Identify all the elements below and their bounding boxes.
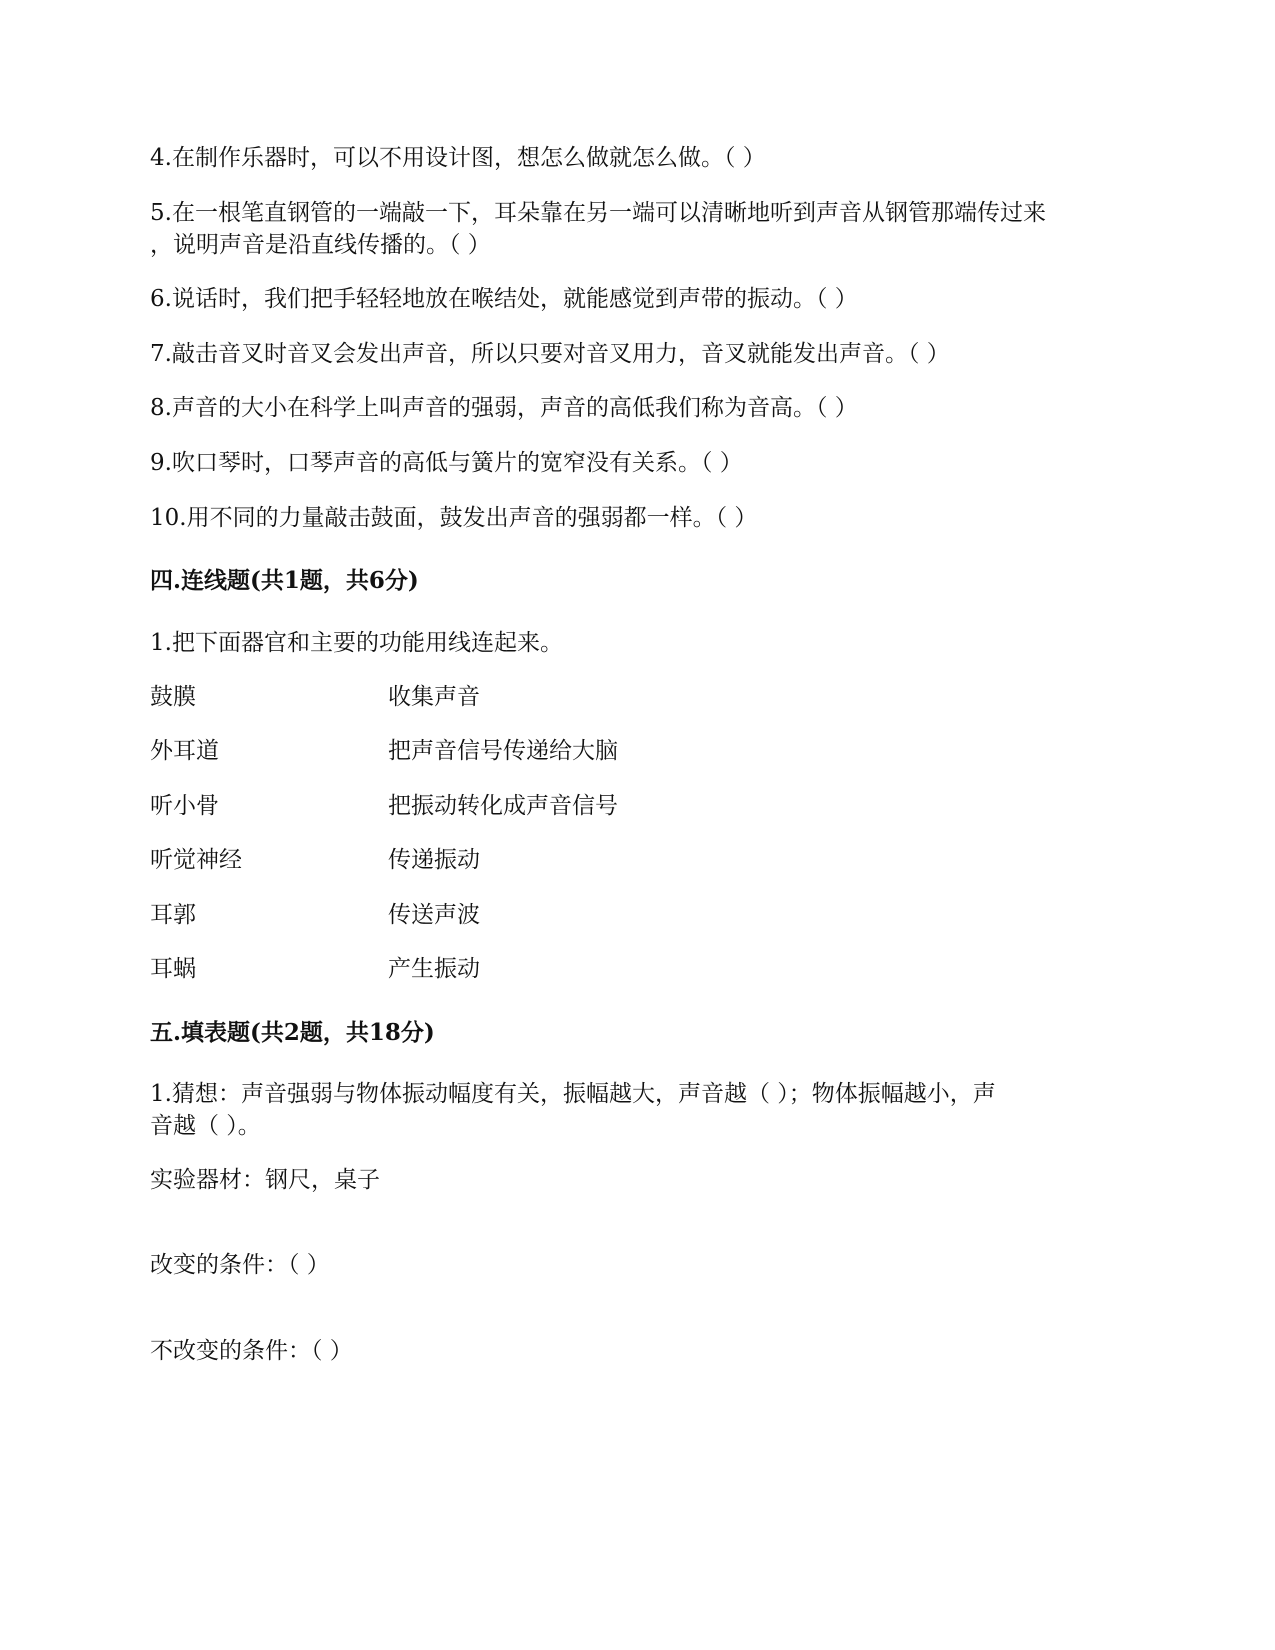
judge-question-6: 6.说话时，我们把手轻轻地放在喉结处，就能感觉到声带的振动。（ ） (150, 286, 858, 312)
organ-name: 耳蜗 (150, 956, 196, 982)
organ-name: 听小骨 (150, 793, 219, 819)
organ-function: 把振动转化成声音信号 (388, 793, 618, 819)
changed-condition: 改变的条件：（ ） (150, 1252, 330, 1278)
matching-row (150, 899, 850, 931)
organ-name: 耳郭 (150, 902, 196, 928)
judge-question-8: 8.声音的大小在科学上叫声音的强弱，声音的高低我们称为音高。（ ） (150, 395, 858, 421)
experiment-materials: 实验器材：钢尺，桌子 (150, 1167, 380, 1193)
unchanged-condition: 不改变的条件：（ ） (150, 1338, 353, 1364)
table-fill-question-1-line-1: 1.猜想：声音强弱与物体振动幅度有关，振幅越大，声音越（ ）；物体振幅越小，声 (150, 1081, 996, 1107)
matching-question: 1.把下面器官和主要的功能用线连起来。 (150, 630, 563, 656)
matching-row (150, 735, 850, 767)
organ-name: 听觉神经 (150, 847, 242, 873)
judge-question-5-line-2: ，说明声音是沿直线传播的。（ ） (150, 232, 491, 258)
table-fill-question-1-line-2: 音越（ ）。 (150, 1113, 261, 1139)
section-heading-table-fill: 五.填表题(共2题，共18分) (150, 1019, 435, 1046)
judge-question-9: 9.吹口琴时，口琴声音的高低与簧片的宽窄没有关系。（ ） (150, 450, 743, 476)
judge-question-4: 4.在制作乐器时，可以不用设计图，想怎么做就怎么做。（ ） (150, 145, 766, 171)
matching-row (150, 790, 850, 822)
matching-row (150, 844, 850, 876)
judge-question-7: 7.敲击音叉时音叉会发出声音，所以只要对音叉用力，音叉就能发出声音。（ ） (150, 341, 950, 367)
judge-question-10: 10.用不同的力量敲击鼓面，鼓发出声音的强弱都一样。（ ） (150, 505, 758, 531)
organ-function: 把声音信号传递给大脑 (388, 738, 618, 764)
organ-function: 产生振动 (388, 956, 480, 982)
judge-question-5-line-1: 5.在一根笔直钢管的一端敲一下，耳朵靠在另一端可以清晰地听到声音从钢管那端传过来 (150, 200, 1046, 226)
organ-name: 鼓膜 (150, 684, 196, 710)
matching-row (150, 681, 850, 713)
organ-function: 传送声波 (388, 902, 480, 928)
matching-row (150, 953, 850, 985)
organ-name: 外耳道 (150, 738, 219, 764)
organ-function: 传递振动 (388, 847, 480, 873)
section-heading-matching: 四.连线题(共1题，共6分) (150, 567, 419, 594)
organ-function: 收集声音 (388, 684, 480, 710)
